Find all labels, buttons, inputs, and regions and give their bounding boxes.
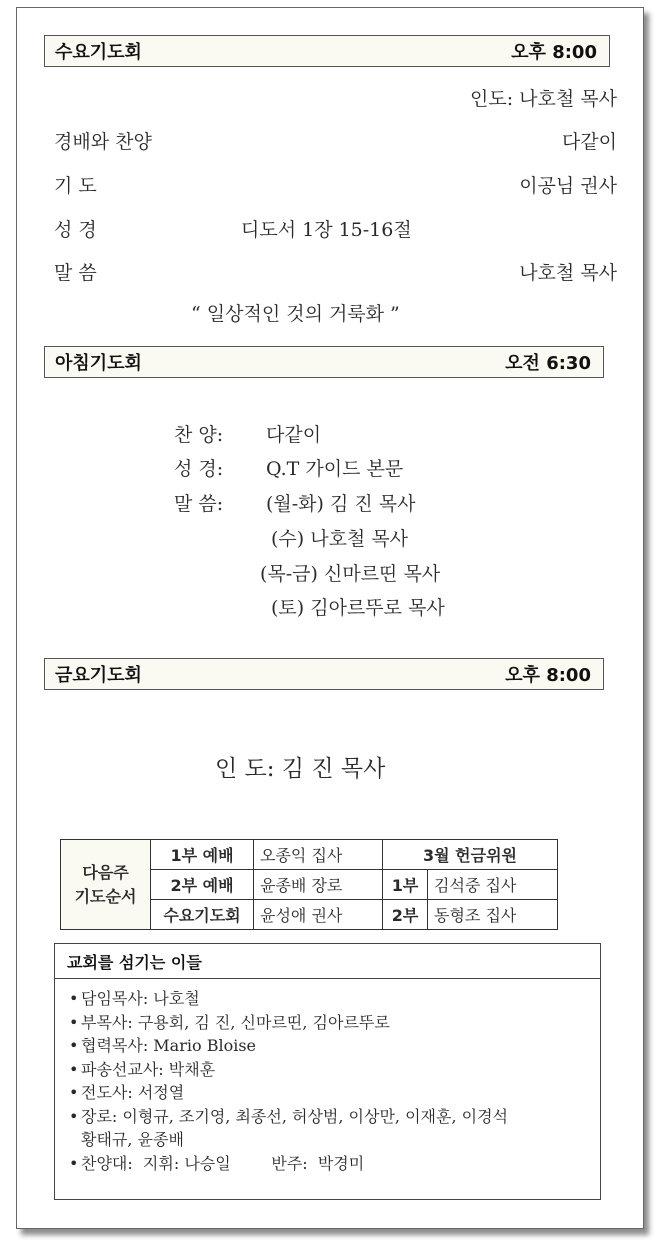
wednesday-row-value: 나호철 목사 xyxy=(519,262,617,284)
wednesday-scripture: 디도서 1장 15-16절 xyxy=(241,219,412,241)
prayer-schedule-table xyxy=(60,839,558,930)
wednesday-row-label: 성 경 xyxy=(54,219,97,241)
morning-time: 오전 6:30 xyxy=(505,353,591,374)
schedule-header-line: 기도순서 xyxy=(74,886,137,906)
list-item xyxy=(69,1058,600,1082)
offering-part: 2부 xyxy=(383,900,428,930)
schedule-person: 윤성애 권사 xyxy=(254,900,383,930)
bullet-icon: • xyxy=(69,1083,79,1102)
list-item xyxy=(69,987,600,1011)
schedule-service: 1부 예배 xyxy=(151,840,254,870)
wednesday-row-label: 기 도 xyxy=(54,175,97,197)
schedule-person: 윤종배 장로 xyxy=(254,870,383,900)
server-entry: 전도사: 서정열 xyxy=(81,1083,185,1102)
morning-header xyxy=(44,346,604,378)
bullet-icon: • xyxy=(69,1012,79,1032)
morning-line-label: 찬 양: xyxy=(174,424,224,446)
offering-part: 1부 xyxy=(383,870,428,900)
morning-line-text: Q.T 가이드 본문 xyxy=(266,458,404,480)
bulletin-page xyxy=(16,7,644,1229)
bullet-icon: • xyxy=(69,989,79,1008)
wednesday-row-value: 이공님 권사 xyxy=(519,175,617,197)
wednesday-header xyxy=(44,35,610,67)
list-item xyxy=(69,1152,600,1176)
schedule-header xyxy=(61,840,151,930)
servers-title: 교회를 섬기는 이들 xyxy=(55,944,600,979)
sermon-title: “ 일상적인 것의 거룩화 ” xyxy=(191,303,400,325)
wednesday-title: 수요기도회 xyxy=(55,42,142,63)
server-entry: 협력목사: Mario Bloise xyxy=(81,1036,257,1055)
bullet-icon: • xyxy=(69,1153,79,1173)
wednesday-row-value: 다같이 xyxy=(561,131,617,153)
server-entry: 담임목사: 나호철 xyxy=(81,989,200,1008)
list-item xyxy=(69,1011,600,1035)
wednesday-leader: 인도: 나호철 목사 xyxy=(470,88,617,110)
server-entry: 파송선교사: 박채훈 xyxy=(81,1059,216,1079)
morning-preacher: (수) 나호철 목사 xyxy=(271,528,409,550)
morning-line-text: 다같이 xyxy=(266,424,322,446)
offering-name: 동형조 집사 xyxy=(428,900,558,930)
server-entry: 장로: 이형규, 조기영, 최종선, 허상범, 이상만, 이재훈, 이경석 xyxy=(81,1106,508,1126)
friday-header xyxy=(44,658,604,690)
friday-title: 금요기도회 xyxy=(55,665,142,686)
friday-time: 오후 8:00 xyxy=(505,665,591,686)
schedule-service: 2부 예배 xyxy=(151,870,254,900)
schedule-header-line: 다음주 xyxy=(82,862,129,882)
morning-line-text: (월-화) 김 진 목사 xyxy=(266,493,416,515)
morning-title: 아침기도회 xyxy=(55,353,142,374)
schedule-service: 수요기도회 xyxy=(151,900,254,930)
list-item-continuation xyxy=(69,1128,600,1152)
server-entry: 찬양대: 지휘: 나승일 반주: 박경미 xyxy=(81,1153,365,1173)
offering-name: 김석중 집사 xyxy=(428,870,558,900)
offering-title: 3월 헌금위원 xyxy=(383,840,558,870)
bullet-icon: • xyxy=(69,1036,79,1055)
servers-list xyxy=(55,979,600,1175)
list-item xyxy=(69,1105,600,1129)
church-servers-box xyxy=(54,943,601,1200)
server-entry: 부목사: 구용회, 김 진, 신마르띤, 김아르뚜로 xyxy=(81,1012,390,1032)
schedule-person: 오종익 집사 xyxy=(254,840,383,870)
bullet-icon: • xyxy=(69,1106,79,1126)
friday-leader: 인 도: 김 진 목사 xyxy=(215,756,386,782)
wednesday-time: 오후 8:00 xyxy=(511,42,597,63)
morning-preacher: (토) 김아르뚜로 목사 xyxy=(271,597,445,619)
server-entry: 황태규, 윤종배 xyxy=(81,1130,184,1149)
list-item xyxy=(69,1081,600,1105)
bullet-icon: • xyxy=(69,1059,79,1079)
morning-preacher: (목-금) 신마르띤 목사 xyxy=(260,563,441,585)
wednesday-row-label: 경배와 찬양 xyxy=(54,131,152,153)
wednesday-row-label: 말 씀 xyxy=(54,262,97,284)
morning-line-label: 말 씀: xyxy=(174,493,224,515)
list-item xyxy=(69,1034,600,1058)
morning-line-label: 성 경: xyxy=(174,458,224,480)
